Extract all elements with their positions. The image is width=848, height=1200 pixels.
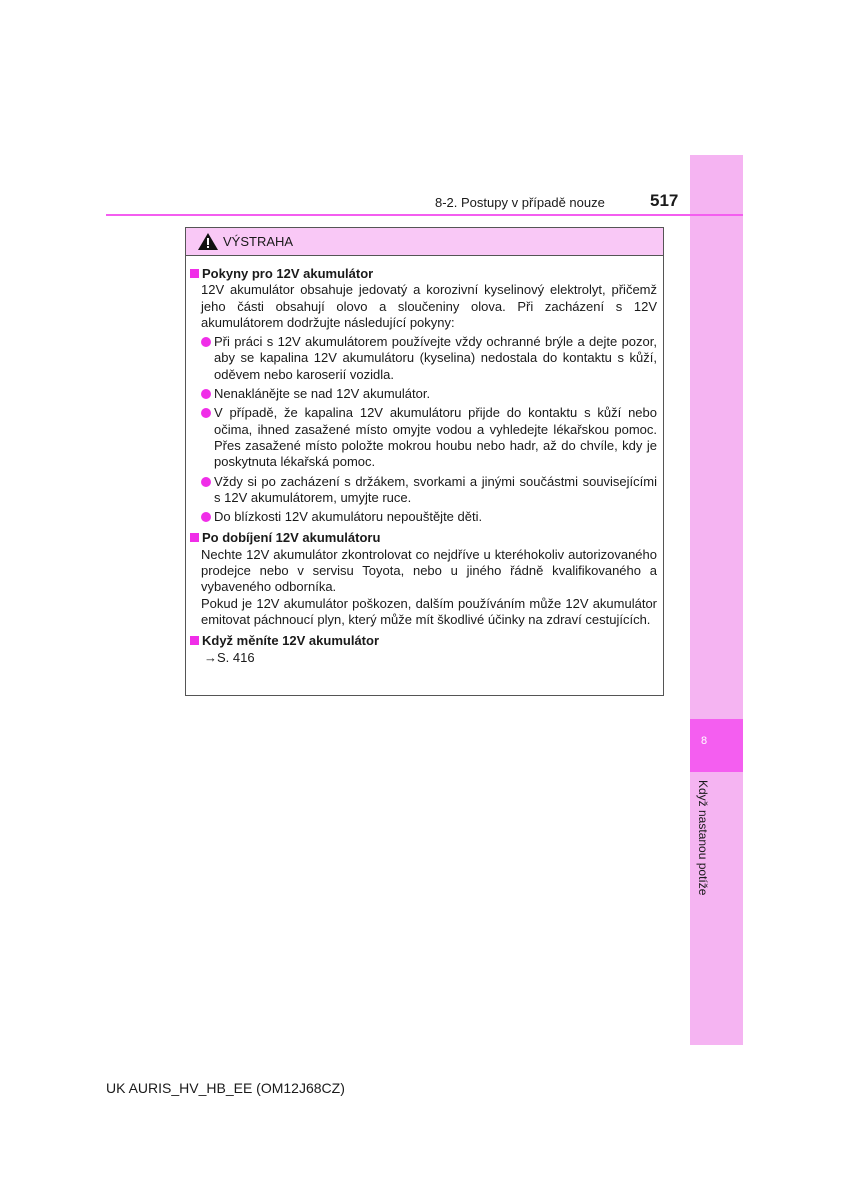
- square-bullet-icon: [190, 636, 199, 645]
- warning-box: [185, 227, 664, 696]
- section-heading: Po dobíjení 12V akumulátoru: [190, 530, 657, 546]
- warning-triangle-icon: [198, 233, 218, 250]
- square-bullet-icon: [190, 533, 199, 542]
- list-item: Do blízkosti 12V akumulátoru nepouštějte děti.: [201, 509, 657, 525]
- circle-bullet-icon: [201, 512, 211, 522]
- list-item: V případě, že kapalina 12V akumulátoru přijde do kontaktu s kůží nebo očima, ihned zasažené místo omyjte vodou a vyhledejte lékařskou pomoc. Přes zasažené místo položte mokrou houbu nebo hadr, až do chvíle, kdy je poskytnuta lékařská pomoc.: [201, 405, 657, 470]
- circle-bullet-icon: [201, 477, 211, 487]
- list-item: Při práci s 12V akumulátorem používejte vždy ochranné brýle a dejte pozor, aby se kapalina 12V akumulátoru (kyselina) nedostala do kontaktu s kůží, oděvem nebo karoserií vozidla.: [201, 334, 657, 383]
- list-item: Vždy si po zacházení s držákem, svorkami a jinými součástmi souvisejícími s 12V akumulátorem, umyjte ruce.: [201, 474, 657, 507]
- circle-bullet-icon: [201, 408, 211, 418]
- section-heading: Když měníte 12V akumulátor: [190, 633, 657, 649]
- paragraph: Pokud je 12V akumulátor poškozen, dalším používáním může 12V akumulátor emitovat páchnoucí plyn, který může mít škodlivé účinky na zdraví cestujících.: [201, 595, 657, 627]
- circle-bullet-icon: [201, 389, 211, 399]
- model-code: UK AURIS_HV_HB_EE (OM12J68CZ): [106, 1080, 345, 1096]
- chapter-title: Když nastanou potíže: [696, 780, 710, 896]
- chapter-number: 8: [700, 735, 708, 747]
- paragraph: Nechte 12V akumulátor zkontrolovat co nejdříve u kteréhokoliv autorizovaného prodejce nebo v servisu Toyota, nebo u jiného řádně kvalifikovaného a vybaveného odborníka.: [201, 546, 657, 595]
- section-title: 8-2. Postupy v případě nouze: [435, 195, 605, 210]
- warning-header: [186, 228, 663, 256]
- warning-body: [186, 256, 663, 666]
- square-bullet-icon: [190, 269, 199, 278]
- section-heading: Pokyny pro 12V akumulátor: [190, 266, 657, 282]
- paragraph: 12V akumulátor obsahuje jedovatý a korozivní kyselinový elektrolyt, přičemž jeho části obsahují olovo a sloučeniny olova. Při zacházení s 12V akumulátorem dodržujte následující pokyny:: [201, 282, 657, 330]
- header-rule: [106, 214, 743, 216]
- chapter-side-tab: [690, 155, 743, 1045]
- warning-title: VÝSTRAHA: [223, 234, 294, 249]
- circle-bullet-icon: [201, 337, 211, 347]
- list-item: Nenaklánějte se nad 12V akumulátor.: [201, 386, 657, 402]
- page-reference: →S. 416: [204, 649, 255, 665]
- page-number: 517: [650, 191, 679, 210]
